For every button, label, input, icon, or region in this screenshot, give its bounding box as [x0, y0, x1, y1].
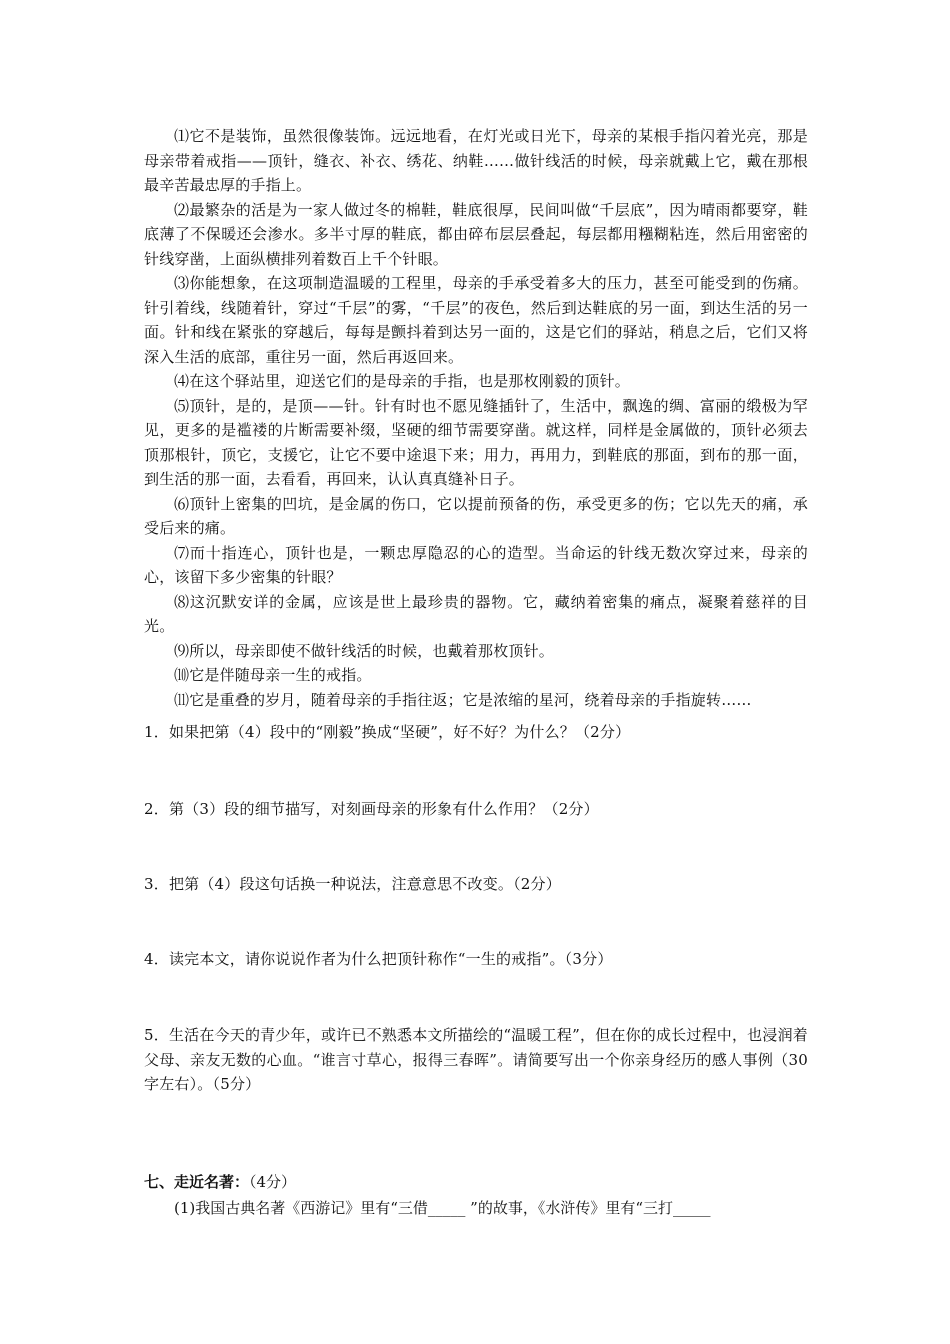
section-7-item-1: (1)我国古典名著《西游记》里有“三借_____ ”的故事，《水浒传》里有“三打_____ — [174, 1199, 711, 1217]
passage-paragraph-10: ⑽它是伴随母亲一生的戒指。 — [174, 666, 372, 684]
section-7-heading — [144, 1170, 296, 1194]
question-4: 4．读完本文，请你说说作者为什么把顶针称作“一生的戒指”。（3分） — [144, 950, 613, 968]
passage-paragraph-1: ⑴它不是装饰，虽然很像装饰。远远地看，在灯光或日光下，母亲的某根手指闪着光亮，那是母亲带着戒指——顶针，缝衣、补衣、绣花、纳鞋……做针线活的时候，母亲就戴上它，戴在那根最辛苦最忠厚的手指上。 — [144, 127, 808, 194]
reading-passage — [144, 124, 808, 712]
passage-paragraph-7: ⑺而十指连心，顶针也是，一颗忠厚隐忍的心的造型。当命运的针线无数次穿过来，母亲的心，该留下多少密集的针眼？ — [144, 543, 808, 586]
passage-paragraph-11: ⑾它是重叠的岁月，随着母亲的手指往返；它是浓缩的星河，绕着母亲的手指旋转…… — [174, 690, 752, 709]
section-7-score: （4分） — [249, 1173, 297, 1191]
question-3: 3．把第（4）段这句话换一种说法，注意意思不改变。（2分） — [144, 875, 561, 893]
passage-paragraph-9: ⑼所以，母亲即使不做针线活的时候，也戴着那枚顶针。 — [174, 641, 555, 660]
question-2: 2．第（3）段的细节描写，对刻画母亲的形象有什么作用？（2分） — [144, 800, 599, 818]
passage-paragraph-3: ⑶你能想象，在这项制造温暖的工程里，母亲的手承受着多大的压力，甚至可能受到的伤痛。针引着线，线随着针，穿过“千层”的雾，“千层”的夜色，然后到达鞋底的另一面，到达生活的另一面。针和线在紧张的穿越后，每每是颤抖着到达另一面的，这是它们的驿站，稍息之后，它们又将深入生活的底部，重往另一面，然后再返回来。 — [144, 274, 808, 366]
section-7-title: 七、走近名著： — [144, 1173, 250, 1191]
passage-paragraph-6: ⑹顶针上密集的凹坑，是金属的伤口，它以提前预备的伤，承受更多的伤；它以先天的痛，承受后来的痛。 — [144, 494, 808, 537]
passage-paragraph-4: ⑷在这个驿站里，迎送它们的是母亲的手指，也是那枚刚毅的顶针。 — [174, 372, 631, 390]
question-5: 5．生活在今天的青少年，或许已不熟悉本文所描绘的“温暖工程”，但在你的成长过程中，也浸润着父母、亲友无数的心血。“谁言寸草心，报得三春晖”。请简要写出一个你亲身经历的感人事例（30字左右）。（5分） — [144, 1026, 808, 1093]
passage-paragraph-8: ⑻这沉默安详的金属，应该是世上最珍贵的器物。它，藏纳着密集的痛点，凝聚着慈祥的目光。 — [144, 592, 808, 635]
question-1: 1．如果把第（4）段中的“刚毅”换成“坚硬”，好不好？为什么？（2分） — [144, 723, 631, 741]
passage-paragraph-5: ⑸顶针，是的，是顶——针。针有时也不愿见缝插针了，生活中，飘逸的绸、富丽的缎极为罕见，更多的是褴褛的片断需要补缀，坚硬的细节需要穿凿。就这样，同样是金属做的，顶针必须去顶那根针，顶它，支援它，让它不要中途退下来；用力，再用力，到鞋底的那面，到布的那一面，到生活的那一面，去看看，再回来，认认真真缝补日子。 — [144, 396, 808, 488]
passage-paragraph-2: ⑵最繁杂的活是为一家人做过冬的棉鞋，鞋底很厚，民间叫做“千层底”，因为晴雨都要穿，鞋底薄了不保暖还会渗水。多半寸厚的鞋底，都由碎布层层叠起，每层都用糨糊粘连，然后用密密的针线穿凿，上面纵横排列着数百上千个针眼。 — [144, 200, 808, 268]
